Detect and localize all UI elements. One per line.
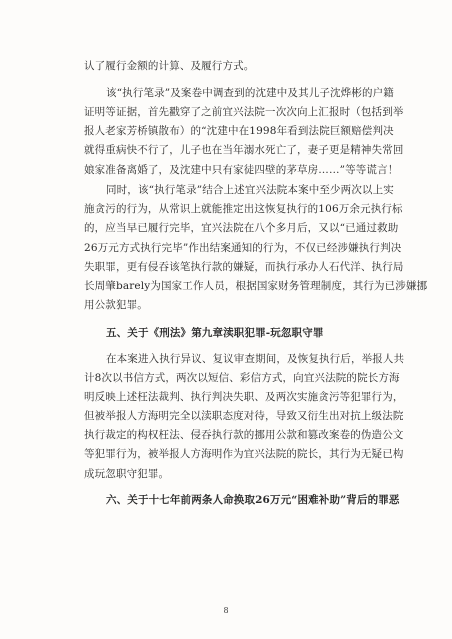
document-body	[84, 60, 428, 600]
section-heading: 五、关于《刑法》第九章渎职犯罪-玩忽职守罪	[106, 327, 324, 339]
section-heading: 六、关于十七年前两条人命换取26万元“困难补助”背后的罪恶	[106, 494, 400, 506]
paragraph-line: 认了履行金额的计算、及履行方式。	[84, 60, 255, 72]
paragraph-line: 同时，该“执行笔录”结合上述宜兴法院本案中至少两次以上实	[106, 184, 394, 196]
paragraph-line: 的，应当早已履行完毕，宜兴法院在八个多月后，又以“已通过救助	[84, 222, 399, 234]
paragraph-line: 该“执行笔录”及案卷中调查到的沈建中及其儿子沈烨彬的户籍	[106, 87, 394, 99]
paragraph-line: 在本案进入执行异议、复议审查期间，及恢复执行后，举报人共	[106, 353, 405, 365]
paragraph-line: 娘家准备离婚了，及沈建中只有家徒四壁的茅草房……”等等谎言！	[84, 164, 399, 176]
paragraph-line: 施贪污的行为，从常识上就能推定出这恢复执行的106万余元执行标	[84, 203, 403, 215]
paragraph-line: 长周肇barely为国家工作人员，根据国家财务管理制度，其行为已涉嫌挪	[84, 280, 428, 292]
page-number: 8	[223, 606, 229, 615]
paragraph-line: 成玩忽职守犯罪。	[84, 468, 170, 480]
paragraph-line: 明反映上述枉法裁判、执行判决失职、及两次实施贪污等犯罪行为，	[84, 391, 404, 403]
paragraph-line: 计8次以书信方式，两次以短信、彩信方式，向宜兴法院的院长方海	[84, 372, 400, 384]
paragraph-line: 就得重病快不行了，儿子也在当年溺水死亡了，妻子更是精神失常回	[84, 144, 404, 156]
paragraph-line: 但被举报人方海明完全以渎职态度对待，导致又衍生出对抗上级法院	[84, 410, 404, 422]
paragraph-line: 证明等证据，首先戳穿了之前宜兴法院一次次向上汇报时（包括到举	[84, 106, 404, 118]
paragraph-line: 执行裁定的构权枉法、侵吞执行款的挪用公款和篡改案卷的伪造公文	[84, 429, 404, 441]
paragraph-line: 报人老家芳桥镇散布）的“沈建中在1998年看到法院巨额赔偿判决	[84, 125, 394, 137]
paragraph-line: 等犯罪行为，被举报人方海明作为宜兴法院的院长，其行为无疑已构	[84, 448, 404, 460]
paragraph-line: 26万元方式执行完毕”作出结案通知的行为，不仅已经涉嫌执行判决	[84, 242, 402, 254]
paragraph-line: 用公款犯罪。	[84, 299, 148, 311]
paragraph-line: 失职罪，更有侵吞该笔执行款的嫌疑，而执行承办人石代洋、执行局	[84, 261, 404, 273]
